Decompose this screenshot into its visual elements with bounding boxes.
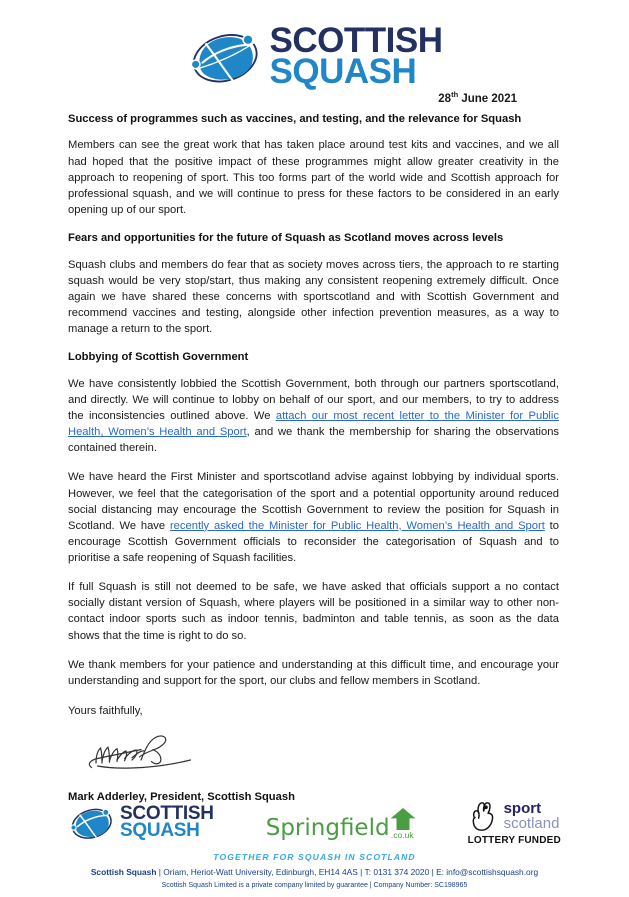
lobbying-1-text-after: , and we thank the membership for sharing the observations contained therein. [68,426,560,455]
footer-springfield-logo [266,807,416,840]
lottery-funded-label: LOTTERY FUNDED [467,835,561,846]
sportscotland-line-1: sport [503,799,542,817]
scottish-squash-ball-icon [68,804,114,842]
footer-logo-line-2: SQUASH [120,820,200,841]
lobbying-1-text-before: We have consistently lobbied the Scottish Government, both through our partners sportscotland, and directly. We will continue to lobby on behalf of our sport, and our members, to try to address the inconsistencies outlined above. We [68,377,559,423]
letter-body [0,112,629,803]
link-recently-asked-minister[interactable]: recently asked the Minister for Public Health, Women’s Health and Sport [169,519,545,532]
letter-date [0,90,629,105]
footer-logo-wordmark [120,803,214,841]
paragraph-fears: Squash clubs and members do fear that as society moves across tiers, the approach to re starting squash would be very stop/start, thus making any consistent reopening extremely difficult. Once again we have shared these concerns with sportscotland and with Scottish Government and recommend vaccines and testing, alongside other infection prevention measures, as a way to manage a return to the sport. [68,258,559,336]
paragraph-lobbying-1 [68,376,559,457]
section-heading-fears: Fears and opportunities for the future of Squash as Scotland moves across levels [68,232,504,245]
paragraph-thanks: We thank members for your patience and understanding at this difficult time, and encourage your understanding and support for the sport, our clubs and fellow members in Scotland. [68,658,559,687]
footer-scottish-squash-logo [68,804,214,842]
scottish-squash-logo [187,21,443,91]
footer-address-details: | Oriam, Heriot-Watt University, Edinburgh, EH14 4AS | T: 0131 374 2020 | E: info@scottishsquash.org [156,867,539,877]
logo-line-2: SQUASH [269,52,417,91]
paragraph-vaccines: Members can see the great work that has taken place around test kits and vaccines, and we all had hoped that the positive impact of these programmes might allow greater creativity in the approach to reopening of sport. This too forms part of the world wide and Scottish approach for professional squash, and we will continue to press for these factors to be considered in an early opening up of our sport. [68,139,559,216]
letter-footer [0,800,629,897]
footer-legal-notice: Scottish Squash Limited is a private company limited by guarantee | Company Number: SC198965 [161,882,468,889]
footer-logo-line-1: SCOTTISH [120,803,214,825]
link-minister-letter[interactable]: attach our most recent letter to the Minister for Public Health, Women’s Health and Sport [68,410,559,439]
house-arrow-icon [390,807,416,831]
footer-address [0,867,629,877]
date-ordinal: th [451,90,459,99]
paragraph-no-contact-squash: If full Squash is still not deemed to be safe, we have asked that officials support a no contact socially distant version of Squash, where players will be positioned in a similar way to other non-contact indoor sports such as indoor tennis, badminton and table tennis, as soon as the data shows that the time is right to do so. [68,581,559,642]
footer-sportscotland-logo [468,800,561,846]
logo-wordmark [269,21,443,91]
springfield-domain: .co.uk [390,829,414,840]
scottish-squash-ball-icon [187,26,261,88]
date-day: 28 [438,92,452,105]
lobbying-2-text-after: to encourage Scottish Government officials to reconsider the categorisation of Squash and to prioritise a safe reopening of Squash facilities. [68,519,559,565]
logo-line-1: SCOTTISH [269,21,443,61]
date-rest: June 2021 [458,92,517,105]
sportscotland-line-2: scotland [503,815,560,832]
crossed-fingers-lottery-icon [468,800,498,832]
footer-logo-row [0,800,629,846]
section-heading-vaccines: Success of programmes such as vaccines, and testing, and the relevance for Squash [68,112,522,125]
section-heading-lobbying: Lobbying of Scottish Government [68,351,249,364]
handwritten-signature [78,727,228,775]
paragraph-lobbying-2 [68,469,559,566]
lobbying-2-text-before: We have heard the First Minister and sportscotland advise against lobbying by individual sports. However, we feel that the categorisation of the sport and a potential opportunity around reduced social distancing may encourage the Scottish Government to review the position for Squash in Scotland. We have [68,471,559,532]
footer-tagline: TOGETHER FOR SQUASH IN SCOTLAND [213,852,416,862]
signoff-text: Yours faithfully, [68,704,143,717]
signer-name: Mark Adderley, President, Scottish Squash [68,790,295,803]
letter-header [0,0,629,91]
footer-org-name: Scottish Squash [90,867,157,877]
springfield-wordmark: Springfield [265,814,390,841]
